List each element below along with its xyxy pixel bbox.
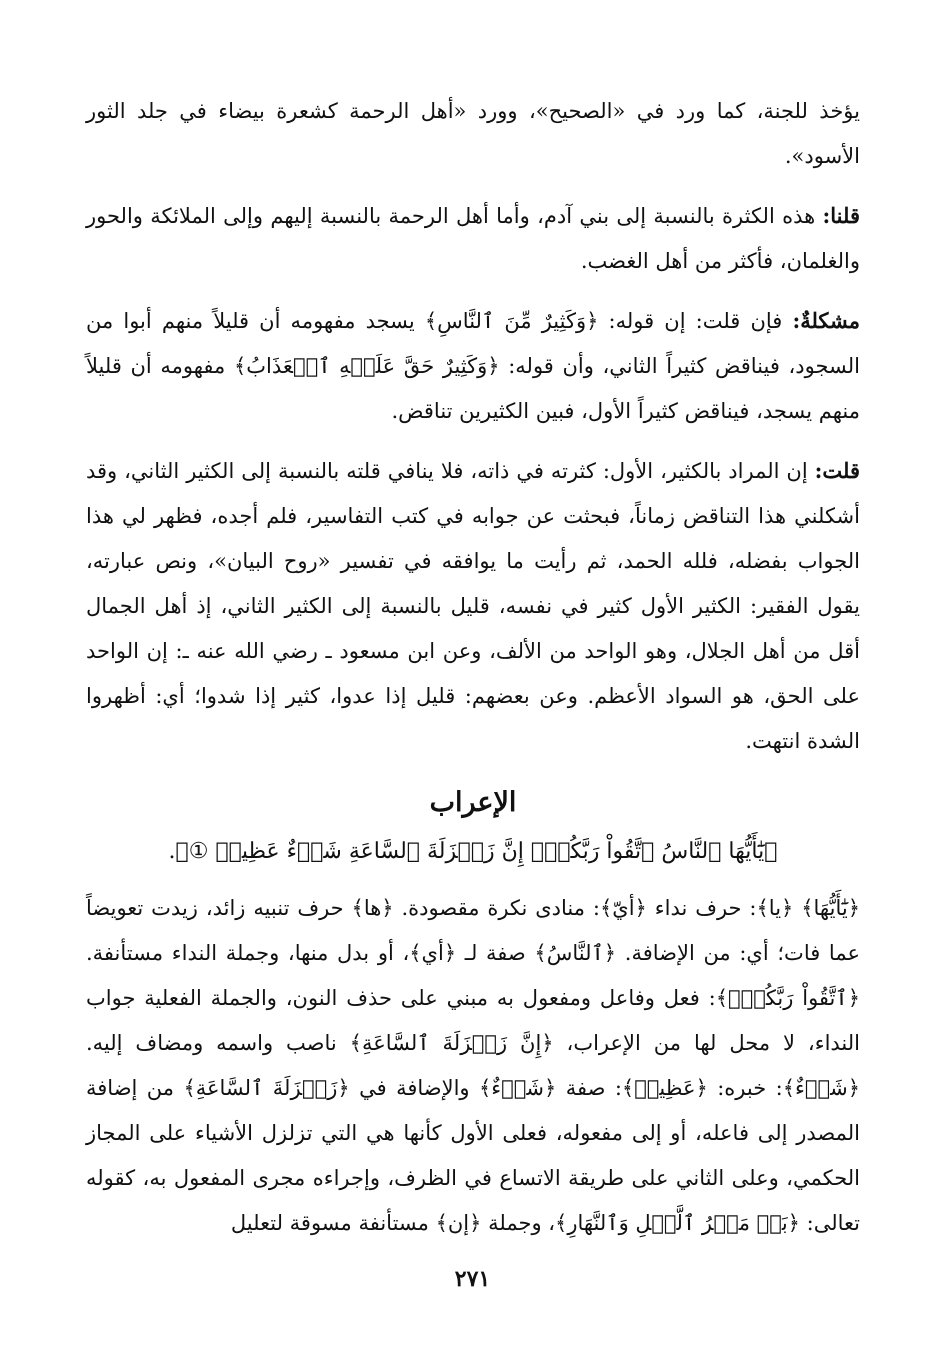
paragraph-text: هذه الكثرة بالنسبة إلى بني آدم، وأما أهل الرحمة بالنسبة إليهم وإلى الملائكة والحور والغلمان، فأكثر من أهل الغضب. (86, 204, 860, 273)
paragraph-text: إن المراد بالكثير، الأول: كثرته في ذاته، فلا ينافي قلته بالنسبة إلى الكثير الثاني، وقد أشكلني هذا التناقض زماناً، فبحثت عن جوابه في كتب التفاسير، فلم أجده، فظهر لي هذا الجواب بفضله، فلله الحمد، ثم رأيت ما يوافقه في تفسير «روح البيان»، ونص عبارته، يقول الفقير: الكثير الأول كثير في نفسه، قليل بالنسبة إلى الكثير الثاني، إذ أهل الجمال أقل من أهل الجلال، وهو الواحد من الألف، وعن ابن مسعود ـ رضي الله عنه ـ: إن الواحد على الحق، هو السواد الأعظم. وعن بعضهم: قليل إذا عدوا، كثير إذا شدوا؛ أي: أظهروا الشدة انتهت. (86, 459, 860, 753)
paragraph-3 (86, 298, 860, 434)
paragraph-text: فإن قلت: إن قوله: ﴿وَكَثِيرٌ مِّنَ ٱلنَّاسِ﴾ يسجد مفهومه أن قليلاً منهم أبوا من السجود، فيناقض كثيراً الثاني، وأن قوله: ﴿وَكَثِيرٌ حَقَّ عَلَيۡهِ ٱلۡعَذَابُ﴾ مفهومه أن قليلاً منهم يسجد، فيناقض كثيراً الأول، فبين الكثيرين تناقض. (86, 309, 860, 423)
paragraph-1 (86, 88, 860, 179)
quran-verse: ﴿يَٰٓأَيُّهَا ٱلنَّاسُ ٱتَّقُواْ رَبَّكُمۡۚ إِنَّ زَلۡزَلَةَ ٱلسَّاعَةِ شَيۡءٌ عَظِيمٞ ①﴾. (168, 839, 778, 864)
paragraph-lead: قلنا: (822, 203, 860, 228)
paragraph-4 (86, 448, 860, 764)
page-number: ٢٧١ (454, 1266, 491, 1292)
irab-paragraph: ﴿يَٰٓأَيُّهَا﴾ ﴿يا﴾: حرف نداء ﴿أيّ﴾: منادى نكرة مقصودة. ﴿ها﴾ حرف تنبيه زائد، زيدت تعويضاً عما فات؛ أي: من الإضافة. ﴿ٱلنَّاسُ﴾ صفة لـ ﴿أي﴾، أو بدل منها، وجملة النداء مستأنفة. ﴿ٱتَّقُواْ رَبَّكُمۡۚ﴾: فعل وفاعل ومفعول به مبني على حذف النون، والجملة الفعلية جواب النداء، لا محل لها من الإعراب، ﴿إِنَّ زَلۡزَلَةَ ٱلسَّاعَةِ﴾ ناصب واسمه ومضاف إليه. ﴿شَيۡءٌ﴾: خبره: ﴿عَظِيمٞ﴾: صفة ﴿شَيۡءٌ﴾ والإضافة في ﴿زَلۡزَلَةَ ٱلسَّاعَةِ﴾ من إضافة المصدر إلى فاعله، أو إلى مفعوله، فعلى الأول كأنها هي التي تزلزل الأشياء على المجاز الحكمي، وعلى الثاني على طريقة الاتساع في الظرف، وإجراءه مجرى المفعول به، كقوله تعالى: ﴿بَلۡ مَكۡرُ ٱلَّيۡلِ وَٱلنَّهَارِ﴾، وجملة ﴿إن﴾ مستأنفة مسوقة لتعليل (86, 896, 860, 1235)
paragraph-2 (86, 193, 860, 284)
paragraph-lead: قلت: (814, 458, 860, 483)
paragraph-text: يؤخذ للجنة، كما ورد في «الصحيح»، وورد «أهل الرحمة كشعرة بيضاء في جلد الثور الأسود». (86, 99, 860, 168)
page-body (86, 88, 860, 1260)
section-heading: الإعراب (429, 787, 517, 818)
paragraph-lead: مشكلةٌ: (792, 308, 860, 333)
